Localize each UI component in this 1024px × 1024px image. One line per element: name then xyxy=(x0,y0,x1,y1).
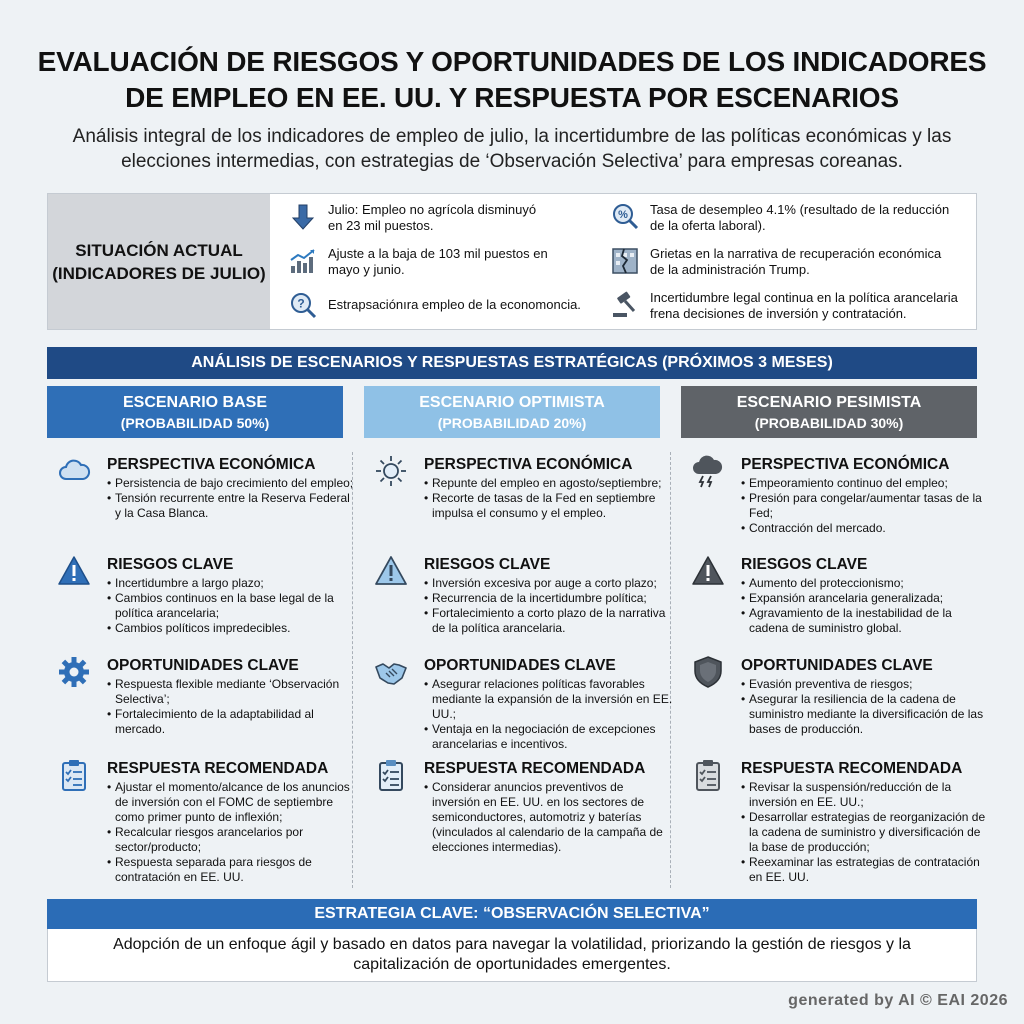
bullet-item: • Reexaminar las estrategias de contratación en EE. UU. xyxy=(741,855,991,885)
section-heading: OPORTUNIDADES CLAVE xyxy=(741,657,933,674)
shield-icon xyxy=(691,655,725,689)
bullet-item: • Repunte del empleo en agosto/septiembre; xyxy=(424,476,674,491)
bullet-list xyxy=(741,677,991,737)
scenario-column-optimista xyxy=(364,450,676,888)
situation-item-revision-line2: mayo y junio. xyxy=(328,262,405,277)
bullet-item: • Ajustar el momento/alcance de los anuncios de inversión con el FOMC de septiembre como primer punto de inflexión; xyxy=(107,780,357,825)
gavel-icon xyxy=(610,290,640,320)
bullet-item: • Considerar anuncios preventivos de inversión en EE. UU. en los sectores de semiconductores, automotriz y baterías (vinculados al calendario de la campaña de elecciones intermedias). xyxy=(424,780,674,855)
arrow-down-icon xyxy=(288,202,318,232)
bullet-item: • Recorte de tasas de la Fed en septiembre impulsa el consumo y el empleo. xyxy=(424,491,674,521)
warning-icon xyxy=(374,554,408,588)
warning-icon xyxy=(57,554,91,588)
clipboard-icon xyxy=(691,758,725,792)
footer-credit: generated by AI © EAI 2026 xyxy=(788,992,1008,1009)
bullet-item: • Empeoramiento continuo del empleo; xyxy=(741,476,991,491)
scenario-column-base xyxy=(47,450,359,888)
question-search-icon xyxy=(288,291,318,321)
storm-cloud-icon xyxy=(691,454,725,488)
key-strategy-heading: ESTRATEGIA CLAVE: “OBSERVACIÓN SELECTIVA” xyxy=(47,899,977,929)
bullet-list xyxy=(424,476,674,521)
bullet-item: • Presión para congelar/aumentar tasas de la Fed; xyxy=(741,491,991,521)
bullet-item: • Revisar la suspensión/reducción de la inversión en EE. UU.; xyxy=(741,780,991,810)
bullet-item: • Respuesta flexible mediante ‘Observación Selectiva’; xyxy=(107,677,357,707)
situation-item-nonfarm xyxy=(288,202,608,234)
scenario-base-probability: (PROBABILIDAD 50%) xyxy=(120,415,270,431)
bullet-item: • Inversión excesiva por auge a corto plazo; xyxy=(424,576,674,591)
bullet-list xyxy=(107,476,357,521)
situation-item-employment xyxy=(288,291,618,321)
svg-text:%: % xyxy=(618,209,628,221)
current-situation-label-line2: (INDICADORES DE JULIO) xyxy=(52,263,266,283)
bullet-list xyxy=(424,677,674,752)
situation-item-unemployment xyxy=(610,202,978,234)
situation-item-revision xyxy=(288,246,608,278)
situation-item-tariff-line1: Incertidumbre legal continua en la política arancelaria xyxy=(650,290,958,305)
situation-item-unemployment-line1: Tasa de desempleo 4.1% (resultado de la reducción xyxy=(650,202,950,217)
key-strategy-body xyxy=(47,929,977,982)
key-strategy-line1: Adopción de un enfoque ágil y basado en datos para navegar la volatilidad, priorizando la gestión de riesgos y la xyxy=(113,936,911,953)
bullet-item: • Recalcular riesgos arancelarios por sector/producto; xyxy=(107,825,357,855)
scenario-analysis-banner: ANÁLISIS DE ESCENARIOS Y RESPUESTAS ESTRATÉGICAS (PRÓXIMOS 3 MESES) xyxy=(47,347,977,379)
scenario-optimista-name: ESCENARIO OPTIMISTA xyxy=(419,394,605,411)
current-situation-label xyxy=(48,194,270,329)
scenario-pesimista-probability: (PROBABILIDAD 30%) xyxy=(754,415,904,431)
situation-item-revision-line1: Ajuste a la baja de 103 mil puestos en xyxy=(328,246,548,261)
bullet-list xyxy=(107,576,357,636)
bullet-item: • Agravamiento de la inestabilidad de la cadena de suministro global. xyxy=(741,606,991,636)
key-strategy-line2: capitalización de oportunidades emergentes. xyxy=(353,956,671,973)
scenario-header-base xyxy=(47,386,343,438)
situation-item-narrative-line1: Grietas en la narrativa de recuperación económica xyxy=(650,246,942,261)
page-title-line1: EVALUACIÓN DE RIESGOS Y OPORTUNIDADES DE LOS INDICADORES xyxy=(37,46,987,77)
bullet-item: • Tensión recurrente entre la Reserva Federal y la Casa Blanca. xyxy=(107,491,357,521)
scenario-header-pesimista xyxy=(681,386,977,438)
bullet-item: • Ventaja en la negociación de excepciones arancelarias e incentivos. xyxy=(424,722,674,752)
bullet-item: • Contracción del mercado. xyxy=(741,521,991,536)
bullet-list xyxy=(107,780,357,885)
current-situation-label-line1: SITUACIÓN ACTUAL xyxy=(75,240,243,260)
bullet-list xyxy=(424,576,674,636)
scenario-base-name: ESCENARIO BASE xyxy=(122,394,268,411)
percent-search-icon xyxy=(610,202,640,232)
bullet-item: • Recurrencia de la incertidumbre política; xyxy=(424,591,674,606)
bullet-list xyxy=(107,677,357,737)
cloud-icon xyxy=(57,454,91,488)
bullet-item: • Aumento del proteccionismo; xyxy=(741,576,991,591)
svg-text:?: ? xyxy=(297,296,305,311)
situation-item-nonfarm-line1: Julio: Empleo no agrícola disminuyó xyxy=(328,202,537,217)
situation-item-narrative xyxy=(610,246,978,278)
scenario-header-optimista xyxy=(364,386,660,438)
bullet-item: • Expansión arancelaria generalizada; xyxy=(741,591,991,606)
sun-icon xyxy=(374,454,408,488)
bullet-item: • Persistencia de bajo crecimiento del empleo; xyxy=(107,476,357,491)
situation-item-nonfarm-line2: en 23 mil puestos. xyxy=(328,218,434,233)
cracked-building-icon xyxy=(610,246,640,276)
page-title xyxy=(0,44,1024,116)
section-heading: RIESGOS CLAVE xyxy=(741,556,868,573)
bullet-item: • Evasión preventiva de riesgos; xyxy=(741,677,991,692)
bullet-list xyxy=(741,476,991,536)
section-heading: OPORTUNIDADES CLAVE xyxy=(424,657,616,674)
clipboard-icon xyxy=(57,758,91,792)
scenario-column-pesimista xyxy=(681,450,993,888)
section-heading: RIESGOS CLAVE xyxy=(107,556,234,573)
situation-item-employment-line1: Estrapsaciónıra empleo de la economoncia. xyxy=(328,297,581,312)
page-subtitle xyxy=(40,124,984,174)
bullet-item: • Cambios políticos impredecibles. xyxy=(107,621,357,636)
bullet-item: • Desarrollar estrategias de reorganización de la cadena de suministro y diversificación de la base de producción; xyxy=(741,810,991,855)
bar-chart-icon xyxy=(288,246,318,276)
section-heading: PERSPECTIVA ECONÓMICA xyxy=(107,456,316,473)
bullet-item: • Asegurar la resiliencia de la cadena de suministro mediante la diversificación de las bases de producción. xyxy=(741,692,991,737)
handshake-icon xyxy=(374,655,408,689)
page-subtitle-line2: elecciones intermedias, con estrategias de ‘Observación Selectiva’ para empresas coreanas. xyxy=(121,151,903,172)
situation-item-tariff-line2: frena decisiones de inversión y contratación. xyxy=(650,306,907,321)
bullet-item: • Fortalecimiento de la adaptabilidad al mercado. xyxy=(107,707,357,737)
bullet-item: • Asegurar relaciones políticas favorables mediante la expansión de la inversión en EE. UU.; xyxy=(424,677,674,722)
gear-icon xyxy=(57,655,91,689)
bullet-item: • Respuesta separada para riesgos de contratación en EE. UU. xyxy=(107,855,357,885)
section-heading: RESPUESTA RECOMENDADA xyxy=(741,760,963,777)
current-situation-panel xyxy=(47,193,977,330)
bullet-item: • Fortalecimiento a corto plazo de la narrativa de la política arancelaria. xyxy=(424,606,674,636)
bullet-item: • Incertidumbre a largo plazo; xyxy=(107,576,357,591)
situation-item-unemployment-line2: de la oferta laboral). xyxy=(650,218,766,233)
page-title-line2: DE EMPLEO EN EE. UU. Y RESPUESTA POR ESCENARIOS xyxy=(125,82,899,113)
page-subtitle-line1: Análisis integral de los indicadores de empleo de julio, la incertidumbre de las políticas económicas y las xyxy=(72,126,952,147)
bullet-list xyxy=(741,780,991,885)
situation-item-narrative-line2: de la administración Trump. xyxy=(650,262,810,277)
scenario-optimista-probability: (PROBABILIDAD 20%) xyxy=(437,415,587,431)
warning-icon xyxy=(691,554,725,588)
section-heading: PERSPECTIVA ECONÓMICA xyxy=(424,456,633,473)
bullet-list xyxy=(424,780,674,855)
section-heading: OPORTUNIDADES CLAVE xyxy=(107,657,299,674)
bullet-item: • Cambios continuos en la base legal de la política arancelaria; xyxy=(107,591,357,621)
section-heading: PERSPECTIVA ECONÓMICA xyxy=(741,456,950,473)
section-heading: RESPUESTA RECOMENDADA xyxy=(424,760,646,777)
clipboard-icon xyxy=(374,758,408,792)
situation-item-tariff xyxy=(610,290,978,322)
scenario-pesimista-name: ESCENARIO PESIMISTA xyxy=(736,394,922,411)
section-heading: RESPUESTA RECOMENDADA xyxy=(107,760,329,777)
section-heading: RIESGOS CLAVE xyxy=(424,556,551,573)
bullet-list xyxy=(741,576,991,636)
